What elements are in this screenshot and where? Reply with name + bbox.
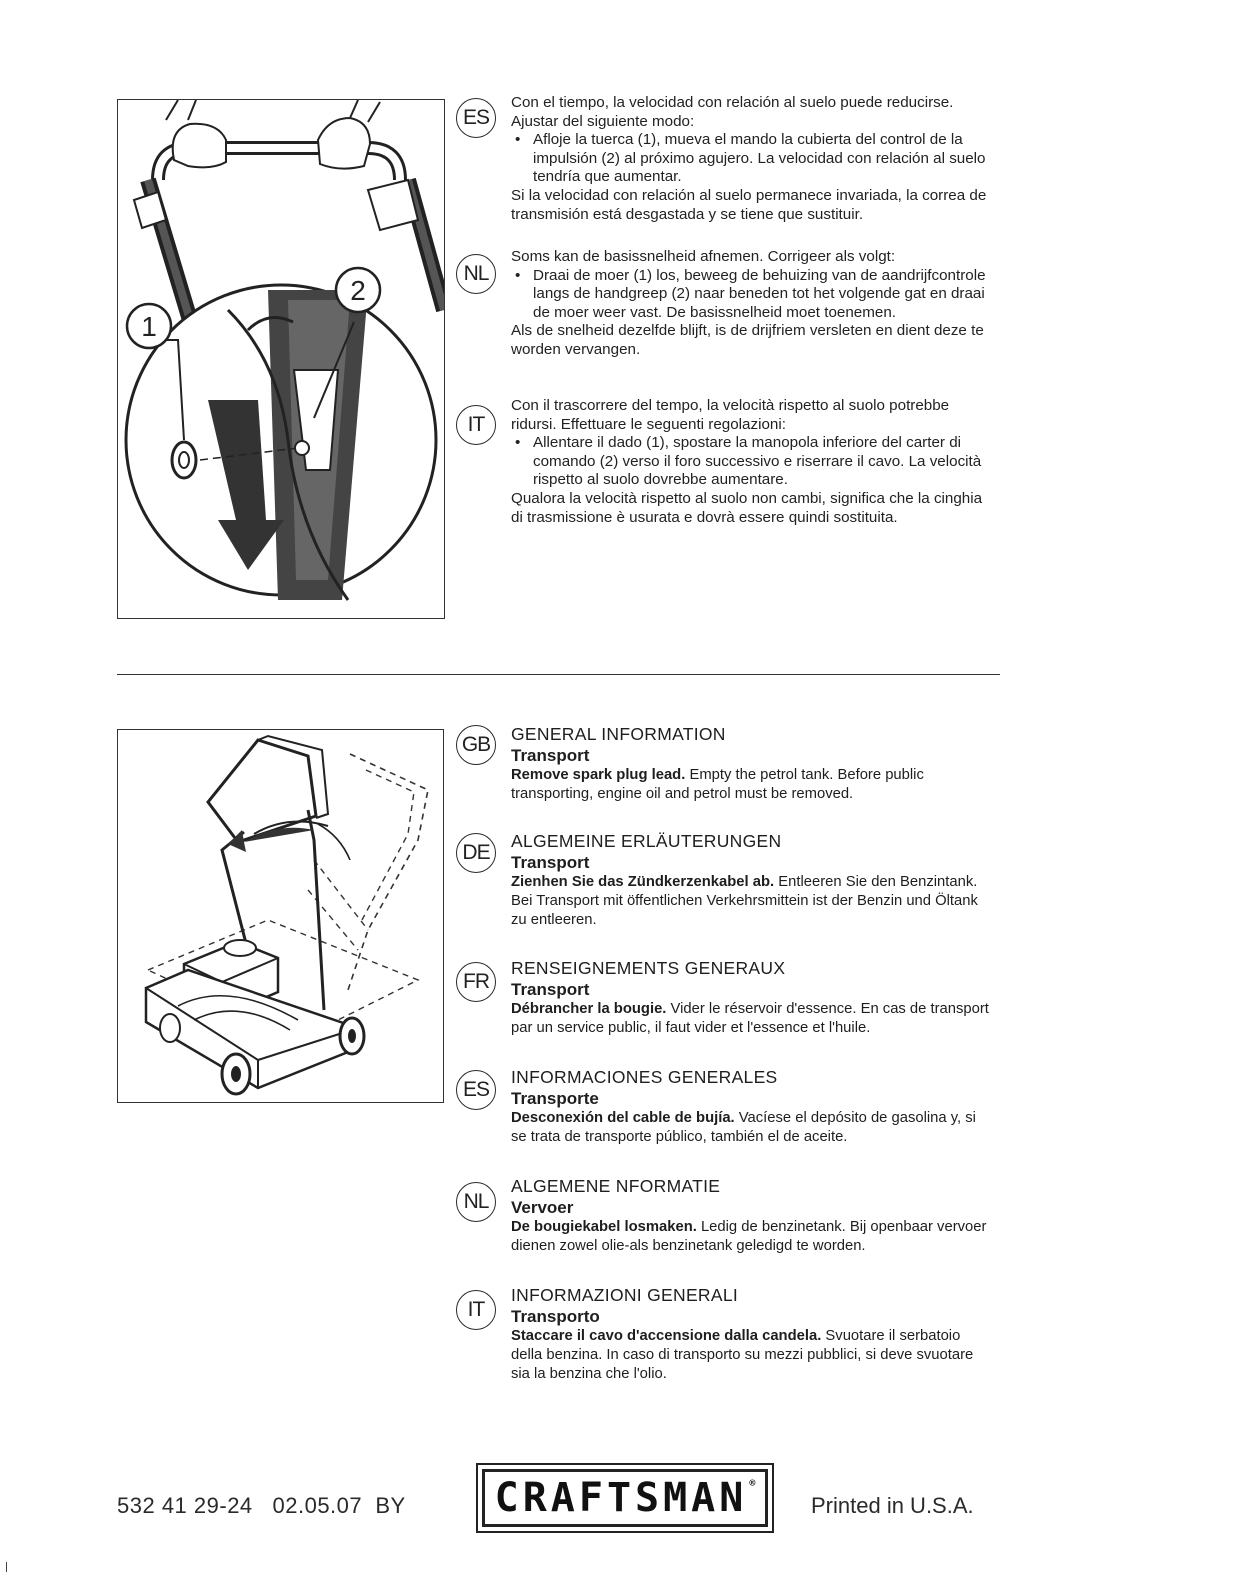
it-adjust-intro: Con il trascorrere del tempo, la velocità rispetto al suolo potrebbe ridursi. Effettuare le seguenti regolazioni: [511, 397, 950, 433]
section-heading: RENSEIGNEMENTS GENERAUX [511, 958, 786, 978]
section-body [511, 1218, 994, 1256]
lang-badge-nl: NL [456, 254, 496, 294]
transport-section-de [511, 831, 994, 929]
transport-section-fr [511, 958, 994, 1038]
lang-badge-de: DE [456, 833, 496, 873]
section-subheading: Transport [511, 980, 590, 999]
transport-section-es [511, 1067, 994, 1147]
section-body-text: Entleeren Sie den Benzintank. Bei Transport mit öffentlichen Verkehrsmittein ist der Benzin und Öltank zu entleeren. [511, 874, 978, 928]
nl-adjust-intro: Soms kan de basissnelheid afnemen. Corrigeer als volgt: [511, 248, 896, 265]
section-body-text: Vacíese el depósito de gasolina y, si se trata de transporte público, también el de aceite. [511, 1110, 976, 1145]
section-body [511, 766, 994, 804]
margin-mark [6, 1562, 7, 1572]
section-subheading: Transporte [511, 1089, 599, 1108]
document-code: 532 41 29-24 02.05.07 BY [117, 1493, 406, 1518]
craftsman-logo [476, 1463, 774, 1533]
es-adjust-text [511, 94, 994, 224]
it-adjust-text [511, 397, 994, 527]
it-adjust-outro: Qualora la velocità rispetto al suolo non cambi, significa che la cinghia di trasmissione è usurata e dovrà essere quindi sostituita. [511, 489, 983, 526]
it-adjust-bullet: • Allentare il dado (1), spostare la manopola inferiore del carter di comando (2) verso il foro successivo e riserrare il cavo. La velocità rispetto al suolo dovrebbe aumentare. [511, 434, 994, 490]
section-subheading: Vervoer [511, 1198, 574, 1217]
section-body [511, 1327, 994, 1383]
section-body-text: Empty the petrol tank. Before public transporting, engine oil and petrol must be removed. [511, 767, 924, 802]
section-body-lead: Remove spark plug lead. [511, 767, 686, 783]
lang-badge-it: IT [456, 405, 496, 445]
callout-2: 2 [350, 275, 366, 306]
lang-badge-fr: FR [456, 962, 496, 1002]
lang-badge-es: ES [456, 98, 496, 138]
section-body [511, 1109, 994, 1147]
section-body-lead: Zienhen Sie das Zündkerzenkabel ab. [511, 874, 775, 890]
brand-name: CRAFTSMAN [494, 1475, 748, 1521]
section-body [511, 873, 994, 929]
section-body-text: Svuotare il serbatoio della benzina. In caso di transporto su mezzi pubblici, si deve svuotare sia la benzina che l'olio. [511, 1328, 974, 1382]
section-body-lead: De bougiekabel losmaken. [511, 1219, 697, 1235]
section-body-text: Vider le réservoir d'essence. En cas de transport par un service public, il faut vider et l'essence et l'huile. [511, 1001, 989, 1036]
printed-in: Printed in U.S.A. [811, 1493, 974, 1518]
lang-badge-nl-transport: NL [456, 1182, 496, 1222]
nl-adjust-text [511, 248, 994, 360]
nl-adjust-outro: Als de snelheid dezelfde blijft, is de drijfriem versleten en dient deze te worden vervangen. [511, 322, 984, 358]
section-heading: ALGEMEINE ERLÄUTERUNGEN [511, 831, 782, 851]
es-adjust-outro: Si la velocidad con relación al suelo permanece invariada, la correa de transmisión está desgastada y se tiene que sustituir. [511, 186, 987, 223]
transport-illustration [117, 729, 444, 1103]
callout-1: 1 [141, 311, 157, 342]
transport-section-it [511, 1285, 994, 1383]
section-subheading: Transporto [511, 1307, 600, 1326]
lang-badge-es-transport: ES [456, 1070, 496, 1110]
section-body-text: Ledig de benzinetank. Bij openbaar vervoer dienen zowel olie-als benzinetank geledigd te worden. [511, 1219, 987, 1254]
section-heading: INFORMACIONES GENERALES [511, 1067, 778, 1087]
section-body [511, 1000, 994, 1038]
lang-badge-gb: GB [456, 725, 496, 765]
adjustment-drawing [118, 100, 444, 618]
adjustment-illustration [117, 99, 445, 619]
section-body-lead: Desconexión del cable de bujía. [511, 1110, 735, 1126]
section-subheading: Transport [511, 853, 590, 872]
registered-mark: ® [749, 1478, 756, 1489]
section-heading: ALGEMENE NFORMATIE [511, 1176, 721, 1196]
section-subheading: Transport [511, 746, 590, 765]
section-body-lead: Débrancher la bougie. [511, 1001, 667, 1017]
mower-drawing [118, 730, 443, 1102]
transport-section-gb [511, 724, 994, 804]
section-heading: GENERAL INFORMATION [511, 724, 726, 744]
lang-badge-it-transport: IT [456, 1290, 496, 1330]
es-adjust-intro: Con el tiempo, la velocidad con relación al suelo puede reducirse. Ajustar del siguiente modo: [511, 94, 954, 130]
section-heading: INFORMAZIONI GENERALI [511, 1285, 739, 1305]
es-adjust-bullet: • Afloje la tuerca (1), mueva el mando la cubierta del control de la impulsión (2) al próximo agujero. La velocidad con relación al suelo tendría que aumentar. [511, 131, 994, 187]
section-body-lead: Staccare il cavo d'accensione dalla candela. [511, 1328, 822, 1344]
nl-adjust-bullet: • Draai de moer (1) los, beweeg de behuizing van de aandrijfcontrole langs de handgreep (2) naar beneden tot het volgende gat en draai de moer weer vast. De basissnelheid moet toenemen. [511, 267, 994, 323]
transport-section-nl [511, 1176, 994, 1256]
section-divider [117, 674, 1000, 675]
